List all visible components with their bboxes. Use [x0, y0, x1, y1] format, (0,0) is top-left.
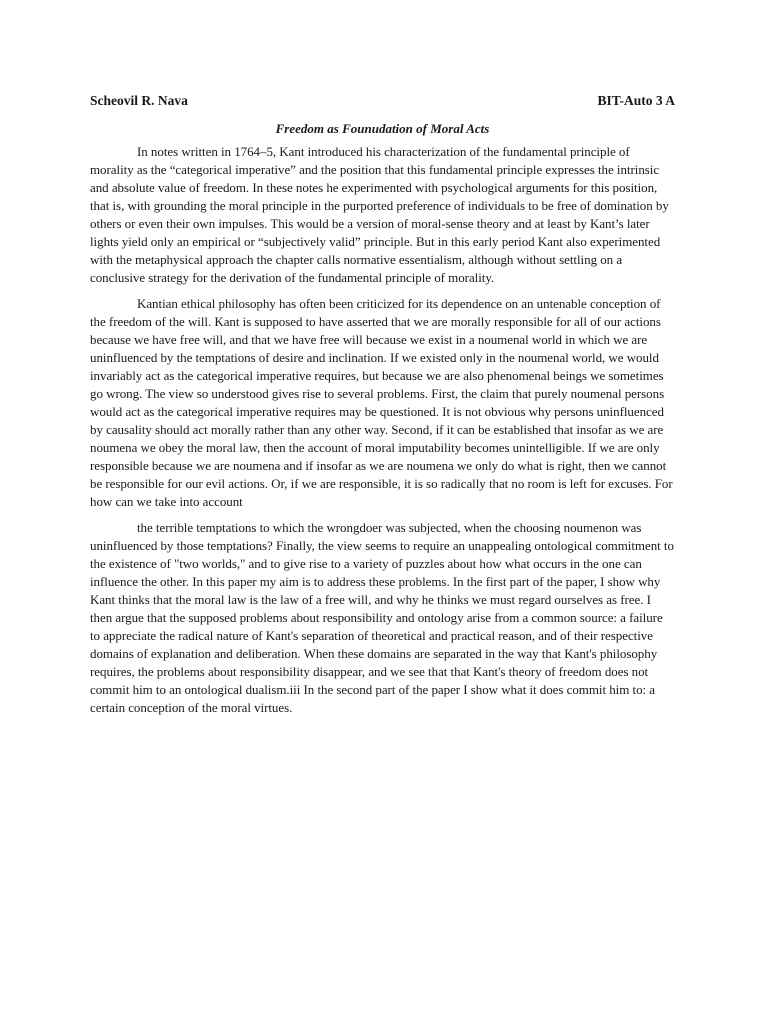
paragraph-2: Kantian ethical philosophy has often been criticized for its dependence on an untenable conception of the freedom of the will. Kant is supposed to have asserted that we are morally responsible for all of our actions because we have free will, and that we have free will because we exist in a noumenal world in which we are uninfluenced by the temptations of desire and inclination. If we existed only in the noumenal world, we would invariably act as the categorical imperative requires, but because we are also phenomenal beings we sometimes go wrong. The view so understood gives rise to several problems. First, the claim that purely noumenal persons would act as the categorical imperative requires may be questioned. It is not obvious why persons uninfluenced by causality should act morally rather than any other way. Second, if it can be established that insofar as we are noumena we obey the moral law, then the account of moral imputability becomes unintelligible. If we are only responsible because we are noumena and if insofar as we are noumena we only do what is right, then we cannot be responsible for our evil actions. Or, if we are responsible, it is so radically that no room is left for excuses. For how can we take into account	[90, 296, 673, 509]
document-header	[90, 92, 675, 110]
paragraph-3: the terrible temptations to which the wrongdoer was subjected, when the choosing noumenon was uninfluenced by those temptations? Finally, the view seems to require an unappealing ontological commitment to the existence of "two worlds," and to give rise to a variety of puzzles about how what occurs in the one can influence the other. In this paper my aim is to address these problems. In the first part of the paper, I show why Kant thinks that the moral law is the law of a free will, and why he thinks we must regard ourselves as free. I then argue that the supposed problems about responsibility and ontology arise from a common source: a failure to appreciate the radical nature of Kant's separation of theoretical and practical reason, and of their respective domains of explanation and deliberation. When these domains are separated in the way that Kant's philosophy requires, the problems about responsibility disappear, and we see that that Kant's theory of freedom does not commit him to an ontological dualism.iii In the second part of the paper I show what it does commit him to: a certain conception of the moral virtues.	[90, 520, 674, 715]
document-title: Freedom as Founudation of Moral Acts	[275, 121, 490, 136]
paragraph-1: In notes written in 1764–5, Kant introduced his characterization of the fundamental principle of morality as the “categorical imperative” and the position that this fundamental principle expresses the intrinsic and absolute value of freedom. In these notes he experimented with psychological arguments for this position, that is, with grounding the moral principle in the purported preference of individuals to be free of domination by others or even their own impulses. This would be a version of moral-sense theory and at least by Kant’s later lights yield only an empirical or “subjectively valid” principle. But in this early period Kant also experimented with the metaphysical approach the chapter calls normative essentialism, although without settling on a conclusive strategy for the derivation of the fundamental principle of morality.	[90, 144, 669, 285]
document-page	[90, 92, 675, 725]
course-label: BIT-Auto 3 A	[597, 93, 675, 108]
author-name: Scheovil R. Nava	[90, 93, 188, 108]
